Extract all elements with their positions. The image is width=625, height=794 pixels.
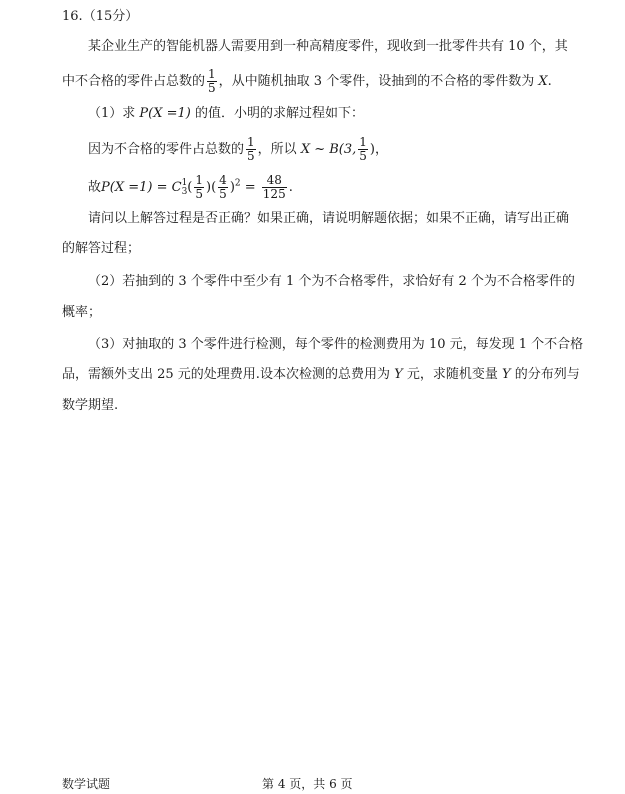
part1-expression: P(X =1) <box>139 106 191 121</box>
part3-line-1: （3）对抽取的 3 个零件进行检测，每个零件的检测费用为 10 元，每发现 1 个不合格 <box>88 337 584 352</box>
part1-solution-line-2: 故P(X =1) = C 1 3 ( $\frac{1}{5}$ )( $\frac{4}{5}$ )$^2$ = $\frac{48}{125}$ . <box>88 173 293 201</box>
solution-fraction: $\frac{1}{5}$ <box>247 135 255 163</box>
part3-line-3: 数学期望. <box>62 398 119 413</box>
binomial-fraction: $\frac{1}{5}$ <box>359 135 367 163</box>
part1-prompt-line-2: 的解答过程； <box>62 241 141 256</box>
footer-page-number: 第 4 页，共 6 页 <box>262 777 353 791</box>
question-number: 16. <box>62 9 83 24</box>
part1-solution-line-1: 因为不合格的零件占总数的 $\frac{1}{5}$ ，所以 X ~ B(3, $\frac{1}{5}$ )， <box>88 135 388 163</box>
result-fraction: $\frac{48}{125}$ <box>262 173 286 201</box>
question-points: （15分） <box>82 9 139 24</box>
question-header <box>62 8 138 26</box>
part2-line-2: 概率； <box>62 305 102 320</box>
part3-line-2: 品，需额外支出 25 元的处理费用.设本次检测的总费用为 Y 元，求随机变量 Y 的分布列与 <box>62 367 580 382</box>
stem-fraction: $\frac{1}{5}$ <box>208 67 216 95</box>
footer-subject: 数学试题 <box>62 777 111 791</box>
part2-line-1: （2）若抽到的 3 个零件中至少有 1 个为不合格零件，求恰好有 2 个为不合格零件的 <box>88 274 575 289</box>
stem-line-2: 中不合格的零件占总数的 $\frac{1}{5}$ ，从中随机抽取 3 个零件，设抽到的不合格的零件数为 X. <box>62 67 552 95</box>
part1-question: （1）求 P(X =1) 的值．小明的求解过程如下： <box>88 106 365 121</box>
part1-prompt-line-1: 请问以上解答过程是否正确？如果正确，请说明解题依据；如果不正确，请写出正确 <box>88 211 570 226</box>
stem-line-1: 某企业生产的智能机器人需要用到一种高精度零件，现收到一批零件共有 10 个，其 <box>88 39 568 54</box>
